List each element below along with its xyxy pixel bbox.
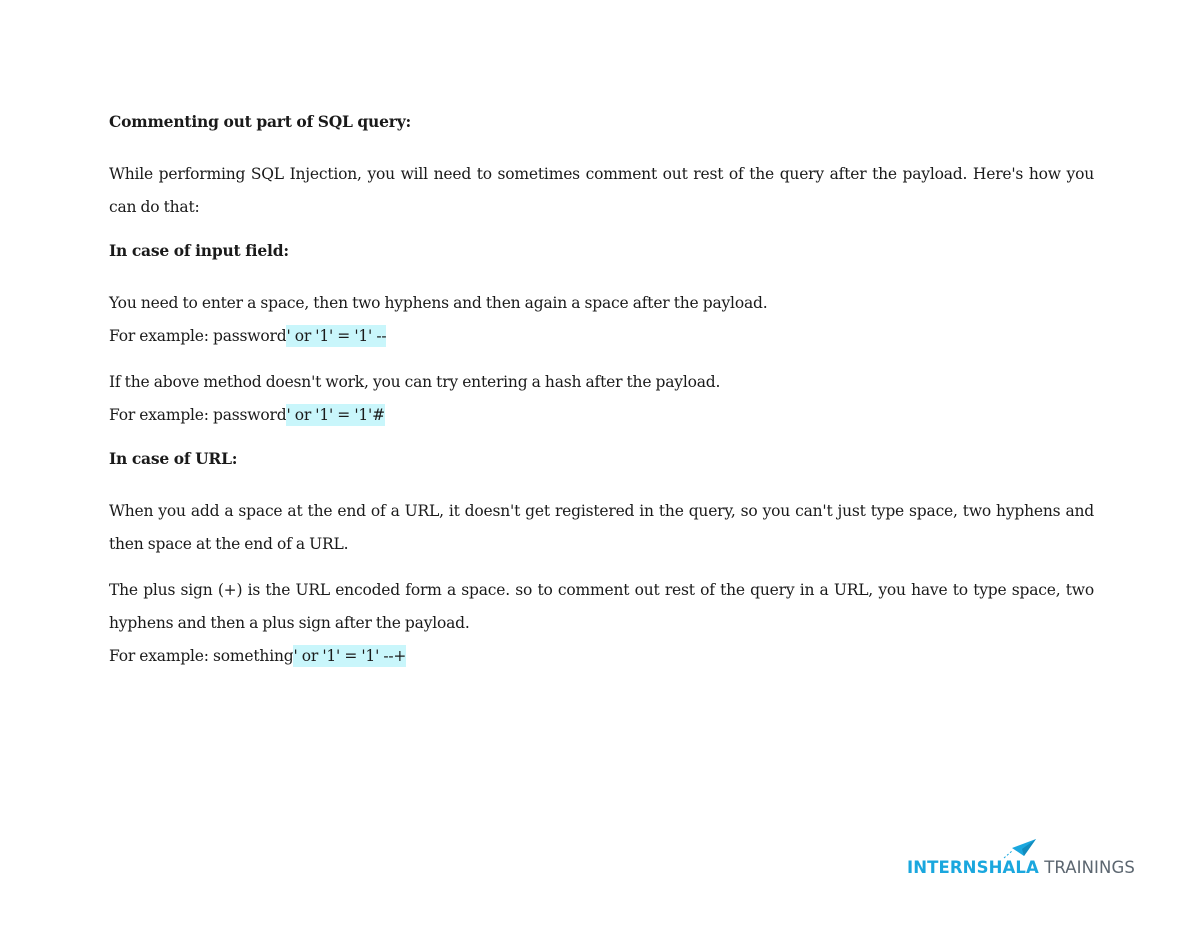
intro-paragraph: While performing SQL Injection, you will need to sometimes comment out rest of the query after the payload. Here's how you can do that: (109, 165, 1094, 216)
example-input-dashes (109, 320, 1094, 353)
highlighted-payload: ' or '1' = '1' --+ (293, 647, 407, 665)
highlighted-payload: ' or '1' = '1'# (286, 406, 385, 424)
paper-plane-icon (1002, 838, 1038, 860)
logo-wordmark (907, 858, 1135, 877)
example-prefix: For example: something (109, 647, 294, 665)
example-url (109, 640, 1094, 673)
section-heading-url: In case of URL: (109, 449, 238, 468)
example-prefix: For example: password (109, 406, 287, 424)
logo-text-shala: SHALA (976, 858, 1039, 877)
url-paragraph-2: The plus sign (+) is the URL encoded form a space. so to comment out rest of the query in a URL, you have to type space, two hyphens and then a plus sign after the payload. (109, 581, 1094, 632)
logo-text-trainings: TRAININGS (1038, 858, 1135, 877)
hash-instruction: If the above method doesn't work, you can try entering a hash after the payload. (109, 373, 721, 391)
example-input-hash (109, 399, 1094, 432)
section-heading-input-field: In case of input field: (109, 241, 289, 260)
url-paragraph-1: When you add a space at the end of a URL, it doesn't get registered in the query, so you can't just type space, two hyphens and then space at the end of a URL. (109, 502, 1094, 553)
internshala-trainings-logo (907, 838, 1135, 882)
input-instruction: You need to enter a space, then two hyphens and then again a space after the payload. (109, 294, 768, 312)
example-prefix: For example: password (109, 327, 287, 345)
logo-text-intern: INTERN (907, 858, 977, 877)
highlighted-payload: ' or '1' = '1' -- (286, 327, 387, 345)
document-content (109, 108, 1094, 673)
section-heading-commenting: Commenting out part of SQL query: (109, 112, 412, 131)
